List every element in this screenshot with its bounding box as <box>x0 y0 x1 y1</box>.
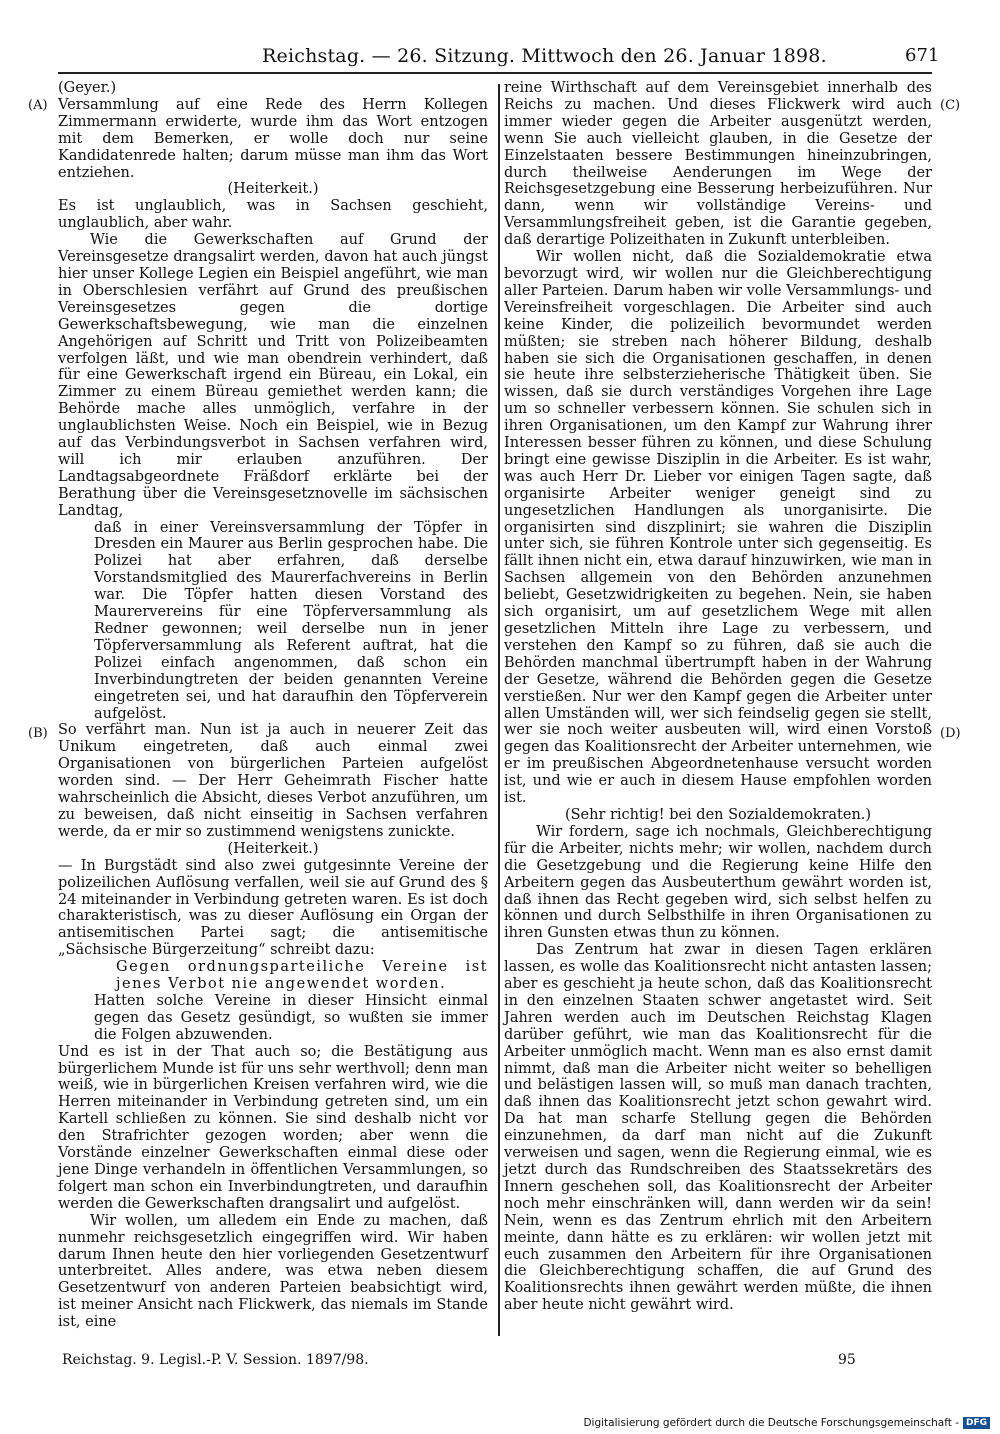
paragraph: Wir wollen, um alledem ein Ende zu machen, daß nunmehr reichsgesetzlich eingegriffen wird. Wir haben darum Ihnen heute den hier vorliegenden Gesetzentwurf unterbreitet. Alles andere, was etwa neben diesem Gesetzentwurf von anderen Parteien beabsichtigt wird, ist meiner Ansicht nach Flickwerk, das niemals im Stande ist, eine <box>58 1212 488 1331</box>
margin-marker-a: (A) <box>28 98 48 113</box>
running-title: Reichstag. — 26. Sitzung. Mittwoch den 26. Januar 1898. <box>262 45 827 67</box>
paragraph: Wir wollen nicht, daß die Sozialdemokratie etwa bevorzugt wird, wir wollen nur die Gleichberechtigung aller Parteien. Darum haben wir volle Versammlungs- und Vereinsfreiheit vorgeschlagen. Die Arbeiter sind auch keine Kinder, die polizeilich bevormundet werden müßten; sie streben nach höherer Bildung, deshalb haben sie sich die Organisationen geschaffen, in denen sie heute ihre selbsterzieherische Thätigkeit üben. Sie wissen, daß sie durch verständiges Vorgehen ihre Lage um so schneller verbessern können. Sie schulen sich in ihren Organisationen, um den Kampf zur Wahrung ihrer Interessen besser führen zu können, und diese Schulung bringt eine gewisse Disziplin in die Arbeiter. Es ist wahr, was auch Herr Dr. Lieber vor einigen Tagen sagte, daß organisirte Arbeiter weniger geneigt sind zu ungesetzlichen Handlungen als unorganisirte. Die organisirten sind diszplinirt; sie wahren die Disziplin unter sich, sie führen Kontrole unter sich gegenseitig. Es fällt ihnen nicht ein, etwa darauf hinzuwirken, wie man in Sachsen allgemein von den Behörden anzunehmen beliebt, Gesetzwidrigkeiten zu begehen. Nein, sie haben sich organisirt, um auf gesetzlichem Wege mit allen gesetzlichen Mitteln ihre Lage zu verbessern, und verstehen den Kampf so zu führen, daß sie auch die Behörden manchmal übertrumpft haben in der Wahrung der Gesetze, während die Behörden gegen die Gesetze verstießen. Nur wer den Kampf gegen die Arbeiter unter allen Umständen will, wer sich feindselig gegen sie stellt, wer sie noch weiter ausbeuten will, wird einen Vorstoß gegen das Koalitionsrecht der Arbeiter unternehmen, wie er im preußischen Abgeordnetenhause versucht worden ist, und wie er auch in diesem Hause empfohlen worden ist. <box>504 249 932 807</box>
paragraph: reine Wirthschaft auf dem Vereinsgebiet innerhalb des Reichs zu machen. Und dieses Flickwerk wird auch immer wieder gegen die Arbeiter ausgenützt werden, wenn Sie auch vielleicht glauben, in die Gesetze der Einzelstaaten bessere Bestimmungen hineinzubringen, durch theilweise Aenderungen im Wege der Reichsgesetzgebung eine Besserung herbeizuführen. Nur dann, wenn wir vollständige Vereins- und Versammlungsfreiheit geben, ist die Garantie gegeben, daß derartige Polizeithaten in Zukunft unterbleiben. <box>504 80 932 249</box>
paragraph: Wie die Gewerkschaften auf Grund der Vereinsgesetze drangsalirt werden, davon hat auch jüngst hier unser Kollege Legien ein Beispiel angeführt, wie man in Oberschlesien verfährt auf Grund des preußischen Vereinsgesetzes gegen die dortige Gewerkschaftsbewegung, wie man die einzelnen Angehörigen auf Schritt und Tritt von Polizeibeamten verfolgen läßt, und wie man obendrein verhindert, daß für eine Gewerkschaft irgend ein Büreau, ein Lokal, ein Zimmer zu einem Büreau gemiethet werden kann; die Behörde mache alles unmöglich, verfahre in der unglaublichsten Weise. Noch ein Beispiel, wie in Bezug auf das Verbindungsverbot in Sachsen verfahren wird, will ich mir erlauben anzuführen. Der Landtagsabgeordnete Fräßdorf erklärte bei der Berathung über die Vereinsgesetznovelle im sächsischen Landtag, <box>58 232 488 519</box>
quotation-spaced: Gegen ordnungsparteiliche Vereine ist jenes Verbot nie angewendet worden. <box>116 959 488 993</box>
credit-text: Digitalisierung gefördert durch die Deutsche Forschungsgemeinschaft - <box>583 1417 959 1429</box>
page-number: 671 <box>905 45 940 66</box>
paragraph: Und es ist in der That auch so; die Bestätigung aus bürgerlichem Munde ist für uns sehr werthvoll; denn man weiß, wie in bürgerlichen Kreisen verfahren wird, wie die Herren miteinander in Verbindung getreten sind, um ein Kartell schließen zu können. Sie sind deshalb nicht vor den Strafrichter gezogen worden; aber wenn die Vorstände einzelner Gewerkschaften einmal diese oder jene Dinge verhandeln in öffentlichen Versammlungen, so folgert man schon ein Inverbindungtreten, und daraufhin werden die Gewerkschaften drangsalirt und aufgelöst. <box>58 1043 488 1212</box>
margin-marker-c: (C) <box>940 98 961 113</box>
header-rule <box>58 72 932 74</box>
margin-marker-d: (D) <box>940 726 961 741</box>
paragraph: Wir fordern, sage ich nochmals, Gleichberechtigung für die Arbeiter, nichts mehr; wir wollen, nachdem durch die Gesetzgebung und die Regierung keine Hilfe den Arbeitern gegen das Ausbeuterthum gewährt worden ist, daß ihnen das Recht gegeben wird, sich selbst helfen zu können und durch Selbsthilfe in ihren Organisationen zu ihren Gunsten etwas thun zu können. <box>504 823 932 942</box>
interjection: (Heiterkeit.) <box>227 840 319 857</box>
dfg-logo: DFG <box>963 1417 990 1429</box>
interjection: (Sehr richtig! bei den Sozialdemokraten.) <box>564 806 872 823</box>
sheet-number: 95 <box>838 1352 856 1368</box>
column-divider <box>498 84 500 1336</box>
paragraph: Versammlung auf eine Rede des Herrn Kollegen Zimmermann erwiderte, wurde ihm das Wort entzogen mit dem Bemerken, er wolle doch nur seine Kandidatenrede halten; darum müsse man ihm das Wort entziehen. <box>58 96 488 181</box>
quotation: Hatten solche Vereine in dieser Hinsicht einmal gegen das Gesetz gesündigt, so wußten sie immer die Folgen abzuwenden. <box>94 992 488 1043</box>
margin-marker-b: (B) <box>28 726 48 741</box>
paragraph: Es ist unglaublich, was in Sachsen geschieht, unglaublich, aber wahr. <box>58 198 488 232</box>
paragraph: — In Burgstädt sind also zwei gutgesinnte Vereine der polizeilichen Auflösung verfallen, weil sie auf Grund des § 24 miteinander in Verbindung getreten waren. Es ist doch charakteristisch, was zu dieser Auflösung ein Organ der antisemitischen Partei sagt; die antisemitische „Sächsische Bürgerzeitung“ schreibt dazu: <box>58 857 488 959</box>
quotation: daß in einer Vereinsversammlung der Töpfer in Dresden ein Maurer aus Berlin gesprochen habe. Die Polizei hat aber erfahren, daß derselbe Vorstandsmitglied des Maurerfachvereins in Berlin war. Die Töpfer hatten diesen Vorstand des Maurervereins für eine Töpferversammlung als Redner gewonnen; weil derselbe nun in jener Töpferversammlung als Referent auftrat, hat die Polizei einfach angenommen, daß schon ein Inverbindungtreten der beiden genannten Vereine eingetreten sei, und hat daraufhin den Töpferverein aufgelöst. <box>94 519 488 722</box>
digitization-credit <box>583 1417 990 1429</box>
speaker-name: (Geyer.) <box>58 80 117 96</box>
paragraph: Das Zentrum hat zwar in diesen Tagen erklären lassen, es wolle das Koalitionsrecht nicht antasten lassen; aber es geschieht ja heute schon, daß das Koalitionsrecht in den einzelnen Staaten schwer angetastet wird. Seit Jahren werden auch im Deutschen Reichstag Klagen darüber geführt, wie man das Koalitionsrecht für die Arbeiter unmöglich macht. Wenn man es also ernst damit nimmt, daß man die Arbeiter nicht weiter so behelligen und belästigen lassen will, so muß man danach trachten, daß ihnen das Koalitionsrecht jetzt schon gewahrt wird. Da hat man scharfe Stellung gegen die Behörden einzunehmen, da darf man nicht auf die Zukunft verweisen und sagen, wenn die Regierung einmal, wie es jetzt durch das Rundschreiben des Staatssekretärs des Innern geschehen soll, das Koalitionsrecht der Arbeiter noch mehr einschränken will, dann werden wir da sein! Nein, wenn es das Zentrum ehrlich mit den Arbeitern meinte, dann hätte es zu erklären: wir wollen jetzt mit euch zusammen den Arbeitern für ihre Organisationen die Gleichberechtigung schaffen, die auf Grund des Koalitionsrechts ihnen gewährt werden müßte, die ihnen aber heute nicht gewährt wird. <box>504 942 932 1314</box>
session-footer: Reichstag. 9. Legisl.-P. V. Session. 1897/98. <box>62 1352 369 1368</box>
right-column <box>504 80 932 1314</box>
page-header <box>0 45 1000 73</box>
left-column <box>58 80 488 1331</box>
paragraph: So verfährt man. Nun ist ja auch in neuerer Zeit das Unikum eingetreten, daß auch einmal zwei Organisationen von bürgerlichen Parteien aufgelöst worden sind. — Der Herr Geheimrath Fischer hatte wahrscheinlich die Absicht, dieses Verbot anzuführen, um zu beweisen, daß nicht einseitig in Sachsen verfahren werde, da er mir so zustimmend wenigstens zunickte. <box>58 722 488 840</box>
interjection: (Heiterkeit.) <box>227 181 319 198</box>
